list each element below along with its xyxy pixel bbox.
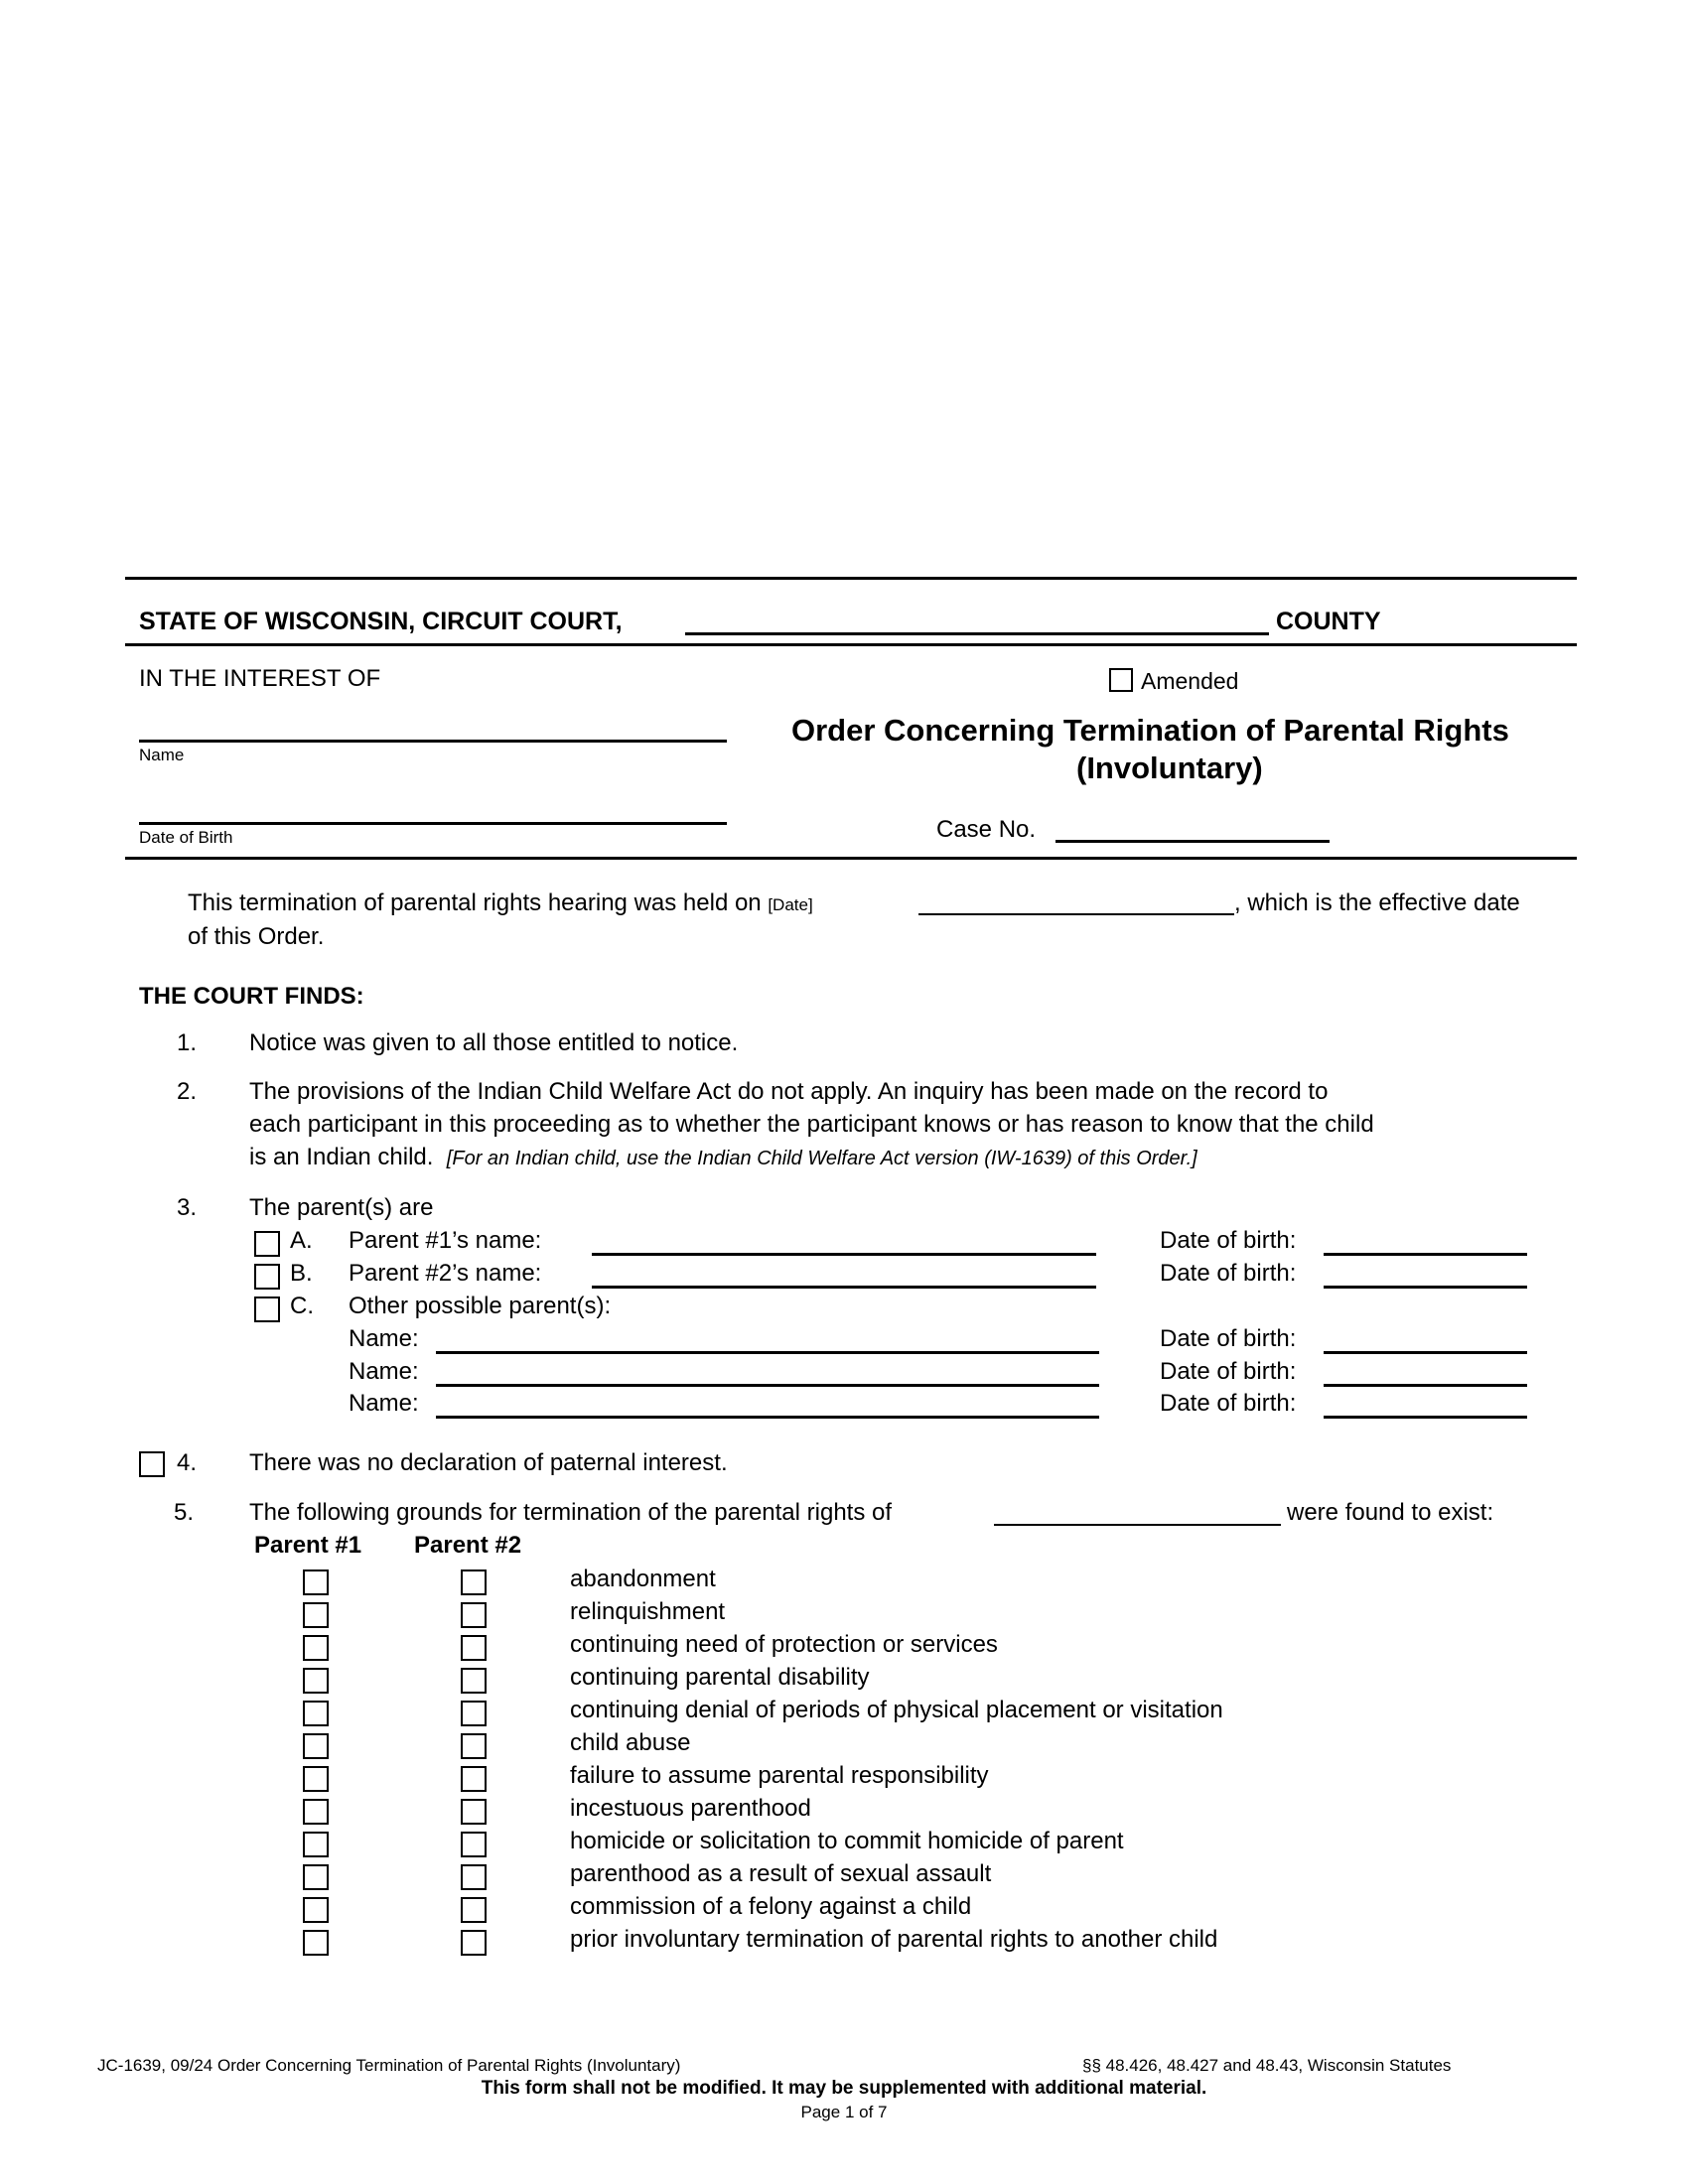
parent-b-label: Parent #2’s name: xyxy=(349,1260,542,1287)
parent-2-ground-checkbox[interactable] xyxy=(461,1635,487,1661)
finding-1-text: Notice was given to all those entitled to notice. xyxy=(249,1029,739,1056)
child-dob-field[interactable] xyxy=(139,822,727,825)
ground-label: relinquishment xyxy=(570,1598,726,1625)
other-parent-dob-field[interactable] xyxy=(1324,1351,1527,1354)
parent-2-ground-checkbox[interactable] xyxy=(461,1897,487,1923)
parent-1-ground-checkbox[interactable] xyxy=(303,1570,329,1595)
parent-b-name-field[interactable] xyxy=(592,1286,1096,1289)
parent-a-dob-label: Date of birth: xyxy=(1160,1227,1297,1254)
interest-of-label: IN THE INTEREST OF xyxy=(139,665,381,692)
case-no-field[interactable] xyxy=(1055,840,1330,843)
other-parent-name-field[interactable] xyxy=(436,1416,1099,1419)
child-name-field[interactable] xyxy=(139,740,727,743)
finding-4-text: There was no declaration of paternal interest. xyxy=(249,1449,728,1476)
ground-label: homicide or solicitation to commit homicide of parent xyxy=(570,1828,1124,1854)
parent-2-ground-checkbox[interactable] xyxy=(461,1570,487,1595)
finding-2-text: The provisions of the Indian Child Welfare Act do not apply. An inquiry has been made on the record to xyxy=(249,1078,1329,1105)
parent-2-ground-checkbox[interactable] xyxy=(461,1799,487,1825)
name-label: Name xyxy=(139,746,185,764)
form-id: JC-1639, 09/24 Order Concerning Termination of Parental Rights (Involuntary) xyxy=(97,2056,681,2075)
parent-c-checkbox[interactable] xyxy=(254,1297,280,1322)
finding-4-checkbox[interactable] xyxy=(139,1451,165,1477)
ground-label: failure to assume parental responsibility xyxy=(570,1762,989,1789)
other-parent-dob-label: Date of birth: xyxy=(1160,1358,1297,1385)
finding-2-text: is an Indian child. [For an Indian child, use the Indian Child Welfare Act version (IW-1639) of this Order.] xyxy=(249,1144,1197,1170)
case-no-label: Case No. xyxy=(936,816,1037,843)
parent-1-ground-checkbox[interactable] xyxy=(303,1799,329,1825)
court-label: STATE OF WISCONSIN, CIRCUIT COURT, xyxy=(139,608,623,635)
page-number: Page 1 of 7 xyxy=(800,2103,888,2121)
parent-1-ground-checkbox[interactable] xyxy=(303,1930,329,1956)
parent-1-ground-checkbox[interactable] xyxy=(303,1602,329,1628)
form-title: Order Concerning Termination of Parental Rights xyxy=(791,713,1509,748)
statutes: §§ 48.426, 48.427 and 48.43, Wisconsin Statutes xyxy=(1082,2056,1452,2075)
parent-2-column-header: Parent #2 xyxy=(414,1532,522,1559)
parent-1-ground-checkbox[interactable] xyxy=(303,1701,329,1726)
parent-2-ground-checkbox[interactable] xyxy=(461,1864,487,1890)
finding-5-text: The following grounds for termination of the parental rights of xyxy=(249,1499,893,1526)
parent-a-name-field[interactable] xyxy=(592,1253,1096,1256)
ground-label: continuing need of protection or services xyxy=(570,1631,998,1658)
parent-2-ground-checkbox[interactable] xyxy=(461,1766,487,1792)
ground-label: commission of a felony against a child xyxy=(570,1893,972,1920)
amended-checkbox[interactable] xyxy=(1109,668,1133,692)
ground-label: parenthood as a result of sexual assault xyxy=(570,1860,992,1887)
parent-a-label: Parent #1’s name: xyxy=(349,1227,542,1254)
parent-2-ground-checkbox[interactable] xyxy=(461,1668,487,1694)
parent-1-ground-checkbox[interactable] xyxy=(303,1766,329,1792)
caption-rule xyxy=(125,857,1577,860)
hearing-text: This termination of parental rights hearing was held on [Date] xyxy=(188,889,813,916)
parent-2-ground-checkbox[interactable] xyxy=(461,1733,487,1759)
hearing-text-line2: of this Order. xyxy=(188,923,325,950)
parent-c-letter: C. xyxy=(290,1293,314,1319)
parental-rights-of-field[interactable] xyxy=(994,1524,1281,1526)
other-parent-name-label: Name: xyxy=(349,1325,419,1352)
other-parent-name-label: Name: xyxy=(349,1358,419,1385)
parent-a-letter: A. xyxy=(290,1227,313,1254)
hearing-text-end: , which is the effective date xyxy=(1234,889,1520,916)
header-rule xyxy=(125,643,1577,646)
county-field[interactable] xyxy=(685,632,1269,635)
parent-c-label: Other possible parent(s): xyxy=(349,1293,612,1319)
item-number: 1. xyxy=(177,1029,198,1056)
parent-2-ground-checkbox[interactable] xyxy=(461,1930,487,1956)
other-parent-dob-label: Date of birth: xyxy=(1160,1390,1297,1417)
parent-2-ground-checkbox[interactable] xyxy=(461,1832,487,1857)
top-rule xyxy=(125,577,1577,580)
item-number: 2. xyxy=(177,1078,198,1105)
ground-label: abandonment xyxy=(570,1566,716,1592)
parent-1-column-header: Parent #1 xyxy=(254,1532,362,1559)
ground-label: continuing denial of periods of physical placement or visitation xyxy=(570,1697,1223,1723)
court-finds-heading: THE COURT FINDS: xyxy=(139,983,364,1010)
ground-label: prior involuntary termination of parental rights to another child xyxy=(570,1926,1218,1953)
ground-label: child abuse xyxy=(570,1729,691,1756)
parent-2-ground-checkbox[interactable] xyxy=(461,1602,487,1628)
hearing-date-field[interactable] xyxy=(918,913,1234,915)
modification-notice: This form shall not be modified. It may be supplemented with additional material. xyxy=(481,2078,1207,2099)
form-subtitle: (Involuntary) xyxy=(1076,751,1263,785)
parent-b-dob-label: Date of birth: xyxy=(1160,1260,1297,1287)
parent-b-dob-field[interactable] xyxy=(1324,1286,1527,1289)
parent-1-ground-checkbox[interactable] xyxy=(303,1733,329,1759)
parent-1-ground-checkbox[interactable] xyxy=(303,1668,329,1694)
other-parent-dob-field[interactable] xyxy=(1324,1384,1527,1387)
other-parent-name-field[interactable] xyxy=(436,1384,1099,1387)
ground-label: incestuous parenthood xyxy=(570,1795,811,1822)
parent-1-ground-checkbox[interactable] xyxy=(303,1897,329,1923)
parent-2-ground-checkbox[interactable] xyxy=(461,1701,487,1726)
other-parent-name-label: Name: xyxy=(349,1390,419,1417)
finding-3-text: The parent(s) are xyxy=(249,1194,434,1221)
dob-label: Date of Birth xyxy=(139,828,233,847)
item-number: 3. xyxy=(177,1194,198,1221)
ground-label: continuing parental disability xyxy=(570,1664,870,1691)
county-label: COUNTY xyxy=(1276,608,1381,635)
item-number: 4. xyxy=(177,1449,198,1476)
finding-5-text-end: were found to exist: xyxy=(1287,1499,1494,1526)
parent-1-ground-checkbox[interactable] xyxy=(303,1864,329,1890)
other-parent-dob-field[interactable] xyxy=(1324,1416,1527,1419)
finding-2-text: each participant in this proceeding as to whether the participant knows or has reason to know that the child xyxy=(249,1111,1374,1138)
parent-1-ground-checkbox[interactable] xyxy=(303,1832,329,1857)
parent-1-ground-checkbox[interactable] xyxy=(303,1635,329,1661)
amended-label: Amended xyxy=(1141,668,1239,694)
other-parent-name-field[interactable] xyxy=(436,1351,1099,1354)
parent-b-checkbox[interactable] xyxy=(254,1264,280,1290)
parent-a-dob-field[interactable] xyxy=(1324,1253,1527,1256)
item-number: 5. xyxy=(174,1499,195,1526)
parent-a-checkbox[interactable] xyxy=(254,1231,280,1257)
other-parent-dob-label: Date of birth: xyxy=(1160,1325,1297,1352)
parent-b-letter: B. xyxy=(290,1260,313,1287)
